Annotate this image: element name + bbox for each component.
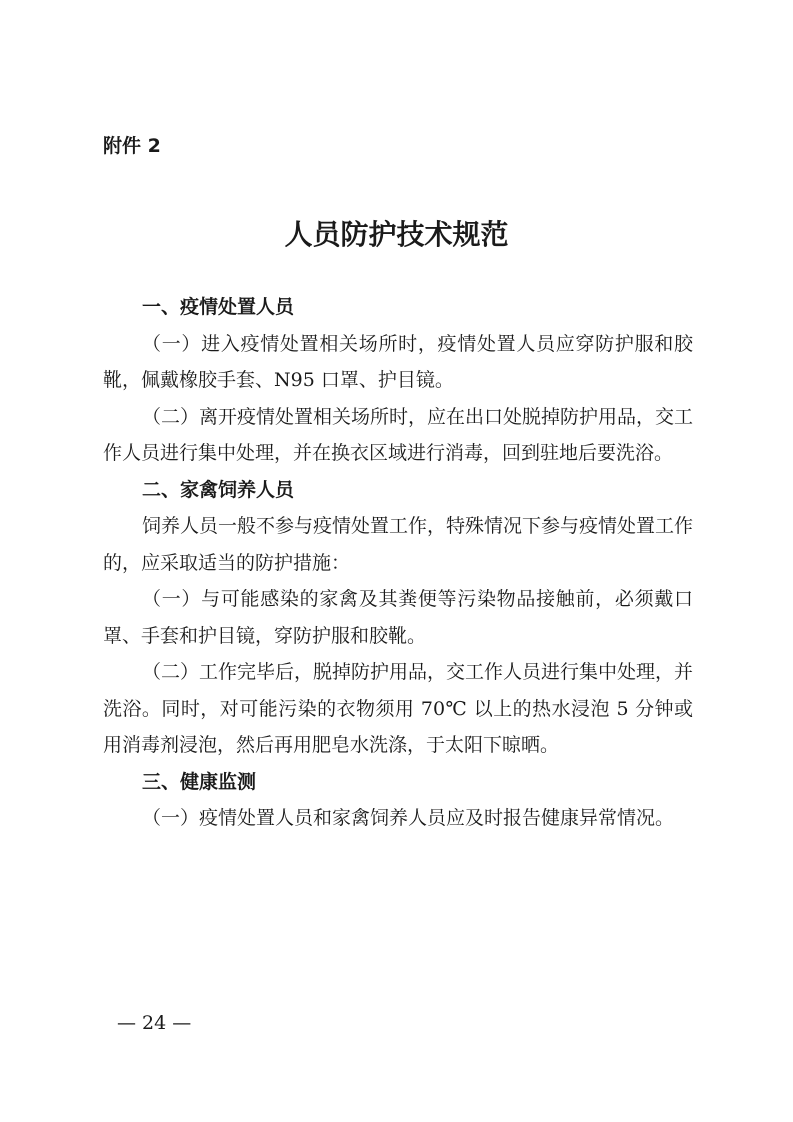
section-2-paragraph-2: （一）与可能感染的家禽及其粪便等污染物品接触前，必须戴口罩、手套和护目镜，穿防护服和胶靴。 bbox=[103, 588, 693, 647]
attachment-label: 附件 2 bbox=[103, 135, 161, 157]
section-heading-2: 二、家禽饲养人员 bbox=[142, 478, 295, 501]
document-body bbox=[103, 289, 693, 837]
section-1-paragraph-2: （二）离开疫情处置相关场所时，应在出口处脱掉防护用品，交工作人员进行集中处理，并在换衣区域进行消毒，回到驻地后要洗浴。 bbox=[103, 405, 694, 464]
section-2-paragraph-3: （二）工作完毕后，脱掉防护用品，交工作人员进行集中处理，并洗浴。同时，对可能污染的衣物须用 70℃ 以上的热水浸泡 5 分钟或用消毒剂浸泡，然后再用肥皂水洗涤，于太阳下晾晒。 bbox=[103, 661, 694, 756]
section-heading-1: 一、疫情处置人员 bbox=[142, 296, 295, 318]
section-heading-3: 三、健康监测 bbox=[142, 770, 257, 793]
document-title: 人员防护技术规范 bbox=[284, 218, 509, 251]
section-1-paragraph-1: （一）进入疫情处置相关场所时，疫情处置人员应穿防护服和胶靴，佩戴橡胶手套、N95 口罩、护目镜。 bbox=[103, 332, 693, 391]
page-number: — 24 — bbox=[117, 1012, 192, 1034]
section-2-paragraph-1: 饲养人员一般不参与疫情处置工作，特殊情况下参与疫情处置工作的，应采取适当的防护措施： bbox=[103, 515, 694, 574]
section-3-paragraph-1: （一）疫情处置人员和家禽饲养人员应及时报告健康异常情况。 bbox=[142, 807, 675, 829]
